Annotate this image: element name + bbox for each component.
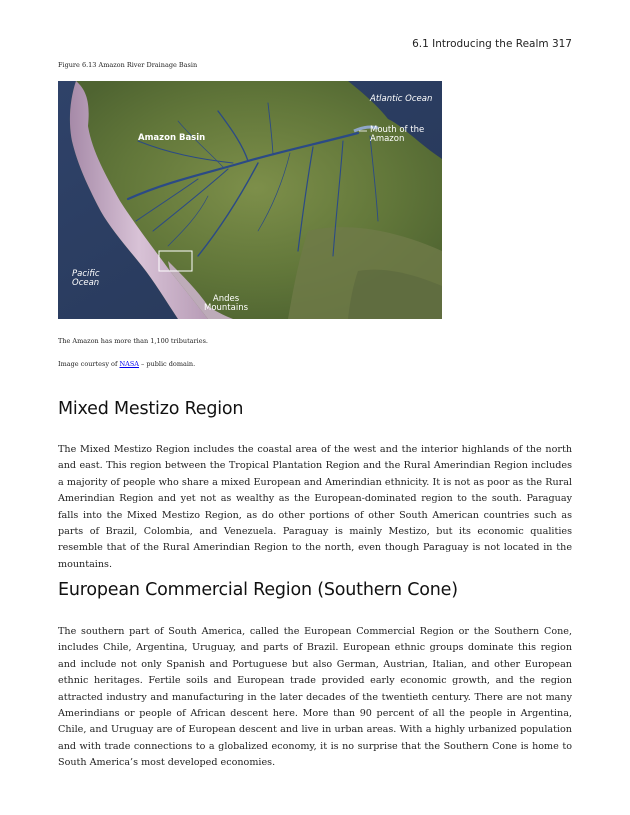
image-credit bbox=[58, 360, 195, 368]
atlantic-ocean-label: Atlantic Ocean bbox=[370, 94, 433, 104]
mouth-label bbox=[370, 126, 424, 144]
figure-description: The Amazon has more than 1,100 tributaries. bbox=[58, 337, 208, 345]
amazon-basin-label: Amazon Basin bbox=[138, 133, 206, 143]
nasa-link[interactable]: NASA bbox=[119, 360, 139, 368]
andes-label-line2: Mountains bbox=[204, 302, 249, 313]
section-heading-european-commercial: European Commercial Region (Southern Cone) bbox=[58, 580, 458, 600]
pacific-ocean-label bbox=[72, 270, 100, 288]
andes-mountains-label bbox=[204, 295, 248, 313]
figure-caption: Figure 6.13 Amazon River Drainage Basin bbox=[58, 61, 198, 69]
andes-label-line1: Andes bbox=[212, 294, 240, 304]
pacific-label-line2: Ocean bbox=[72, 277, 100, 288]
running-header: 6.1 Introducing the Realm 317 bbox=[412, 38, 572, 50]
amazon-basin-map bbox=[58, 81, 442, 319]
pacific-label-line1: Pacific bbox=[72, 269, 100, 279]
credit-suffix: – public domain. bbox=[138, 360, 196, 368]
section-paragraph-mixed-mestizo: The Mixed Mestizo Region includes the coastal area of the west and the interior highlands of the north and east. This region between the Tropical Plantation Region and the Rural Amerindian Region includes a majority of people who share a mixed European and Amerindian ethnicity. It is not as poor as the Rural Amerindian Region and yet not as wealthy as the European-dominated region to the south. Paraguay falls into the Mixed Mestizo Region, as do other portions of other South American countries such as parts of Brazil, Colombia, and Venezuela. Paraguay is mainly Mestizo, but its economic qualities resemble that of the Rural Amerindian Region to the north, even though Paraguay is not located in the mountains. bbox=[58, 444, 572, 570]
section-heading-mixed-mestizo: Mixed Mestizo Region bbox=[58, 399, 244, 419]
section-paragraph-european-commercial: The southern part of South America, called the European Commercial Region or the Southern Cone, includes Chile, Argentina, Uruguay, and parts of Brazil. European ethnic groups dominate this region and include not only Spanish and Portuguese but also German, Austrian, Italian, and other European ethnic heritages. Fertile soils and European trade provided early economic growth, and the region attracted industry and manufacturing in the later decades of the twentieth century. There are not many Amerindians or people of African descent here. More than 90 percent of all the people in Argentina, Chile, and Uruguay are of European descent and live in urban areas. With a highly urbanized population and with trade connections to a globalized economy, it is no surprise that the Southern Cone is home to South America’s most developed economies. bbox=[58, 626, 572, 769]
mouth-label-line1: Mouth of the bbox=[370, 125, 425, 135]
mouth-label-line2: Amazon bbox=[370, 133, 405, 144]
satellite-image bbox=[58, 81, 442, 319]
credit-prefix: Image courtesy of bbox=[58, 360, 120, 368]
